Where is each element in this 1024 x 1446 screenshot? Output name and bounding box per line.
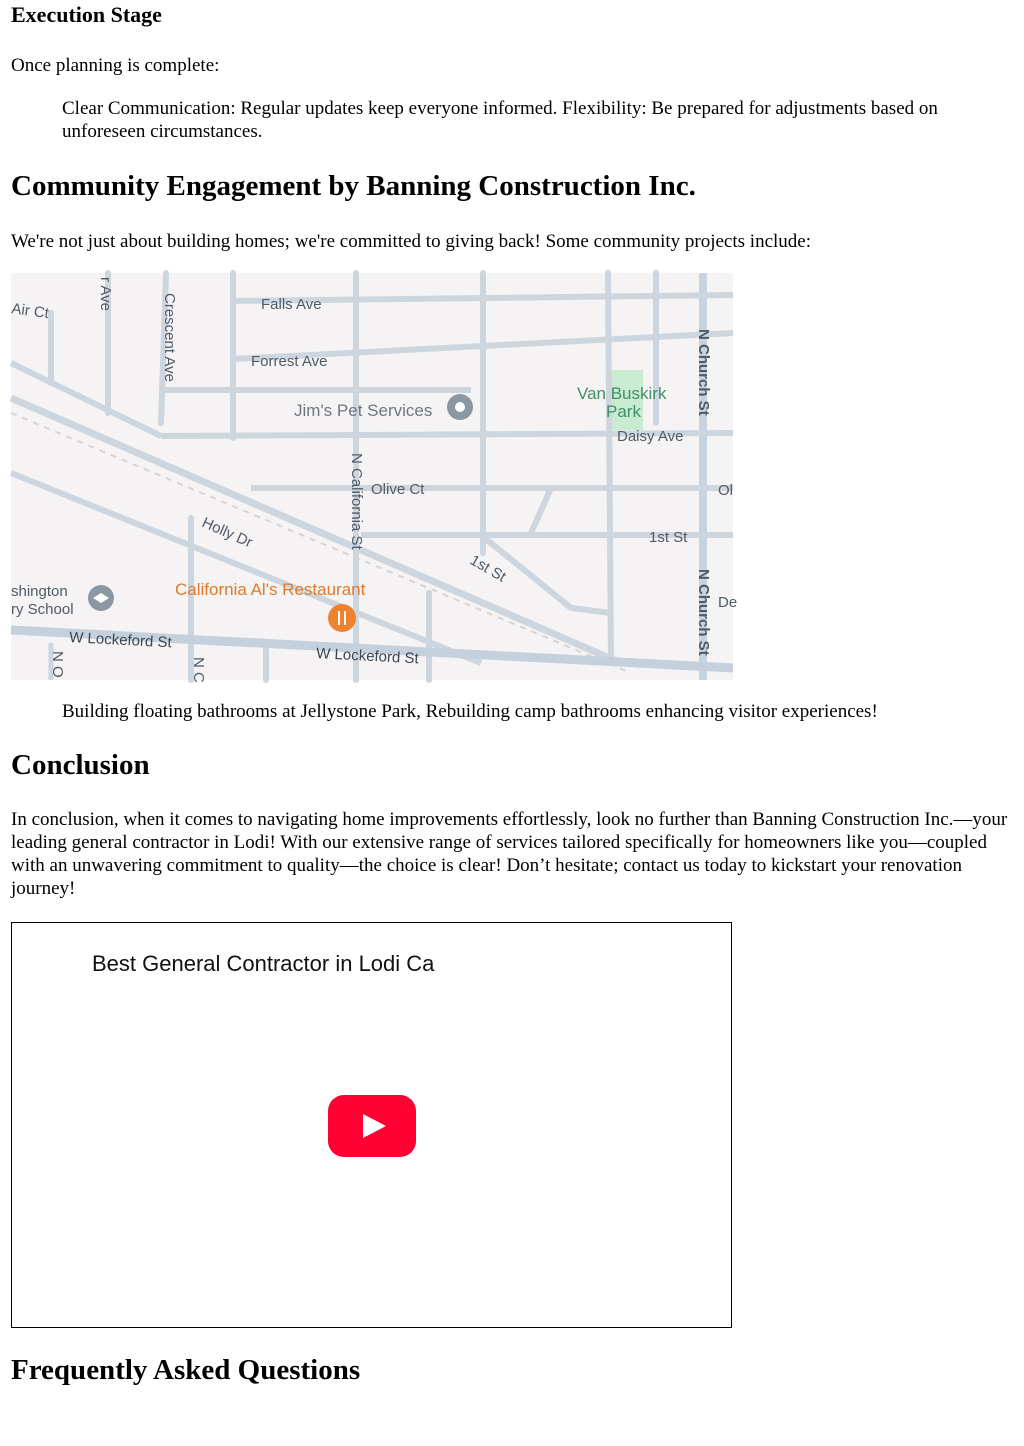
map-label-n-c: N C (190, 657, 207, 683)
map-label-crescent-ave: Crescent Ave (161, 293, 178, 382)
community-quote: Building floating bathrooms at Jellystone Park, Rebuilding camp bathrooms enhancing visitor experiences! (62, 701, 878, 722)
execution-quote: Clear Communication: Regular updates keep everyone informed. Flexibility: Be prepared for adjustments based on unforeseen circumstances. (62, 98, 938, 142)
map-graphic (10, 273, 738, 683)
map-label-van-buskirk-2: Park (606, 402, 641, 421)
conclusion-body: In conclusion, when it comes to navigating home improvements effortlessly, look no further than Banning Construction Inc.—your leading general contractor in Lodi! With our extensive range of services tailored specifically for homeowners like you—coupled with an unwavering commitment to quality—the choice is clear! Don’t hesitate; contact us today to kickstart your renovation journey! (11, 809, 1008, 899)
map-label-olive-ct: Olive Ct (371, 481, 425, 498)
map-label-washington-2: ry School (11, 601, 74, 618)
map-label-n-california-st: N California St (348, 453, 365, 550)
map-label-first-st-diag: 1st St (467, 551, 509, 586)
map-label-california-als: California Al's Restaurant (175, 580, 366, 599)
map-label-van-buskirk-1: Van Buskirk (577, 384, 667, 403)
pet-services-pin[interactable] (447, 394, 473, 420)
community-intro: We're not just about building homes; we're committed to giving back! Some community projects include: (11, 231, 811, 252)
map-label-r-ave: r Ave (97, 277, 114, 311)
map-label-jims-pet: Jim's Pet Services (294, 401, 433, 420)
map-label-w-lockeford-right: W Lockeford St (315, 645, 420, 668)
execution-heading: Execution Stage (11, 2, 162, 27)
map-label-holly-dr: Holly Dr (199, 514, 256, 552)
map-label-air-ct: Air Ct (10, 300, 50, 323)
map-label-n-o: N O (49, 651, 66, 678)
video-title[interactable]: Best General Contractor in Lodi Ca (92, 951, 435, 976)
map-label-daisy-ave: Daisy Ave (617, 428, 684, 445)
map-label-n-church-st-bottom: N Church St (695, 569, 712, 656)
restaurant-pin[interactable] (328, 604, 356, 632)
map-label-n-church-st-top: N Church St (695, 329, 712, 416)
map-label-forrest-ave: Forrest Ave (251, 353, 328, 370)
map-embed[interactable] (10, 273, 738, 683)
map-label-washington-1: shington (11, 583, 68, 600)
execution-intro: Once planning is complete: (11, 55, 220, 76)
video-embed[interactable] (11, 922, 732, 1328)
map-label-w-lockeford-left: W Lockeford St (68, 629, 173, 652)
faq-heading: Frequently Asked Questions (11, 1354, 361, 1386)
map-label-falls-ave: Falls Ave (261, 296, 322, 313)
map-label-ol: Ol (718, 482, 733, 499)
map-label-first-st: 1st St (649, 529, 688, 546)
conclusion-heading: Conclusion (11, 749, 150, 781)
play-icon[interactable] (328, 1095, 416, 1157)
community-heading: Community Engagement by Banning Construction Inc. (11, 170, 696, 202)
map-label-de: De (718, 594, 738, 611)
school-pin[interactable] (88, 585, 114, 611)
